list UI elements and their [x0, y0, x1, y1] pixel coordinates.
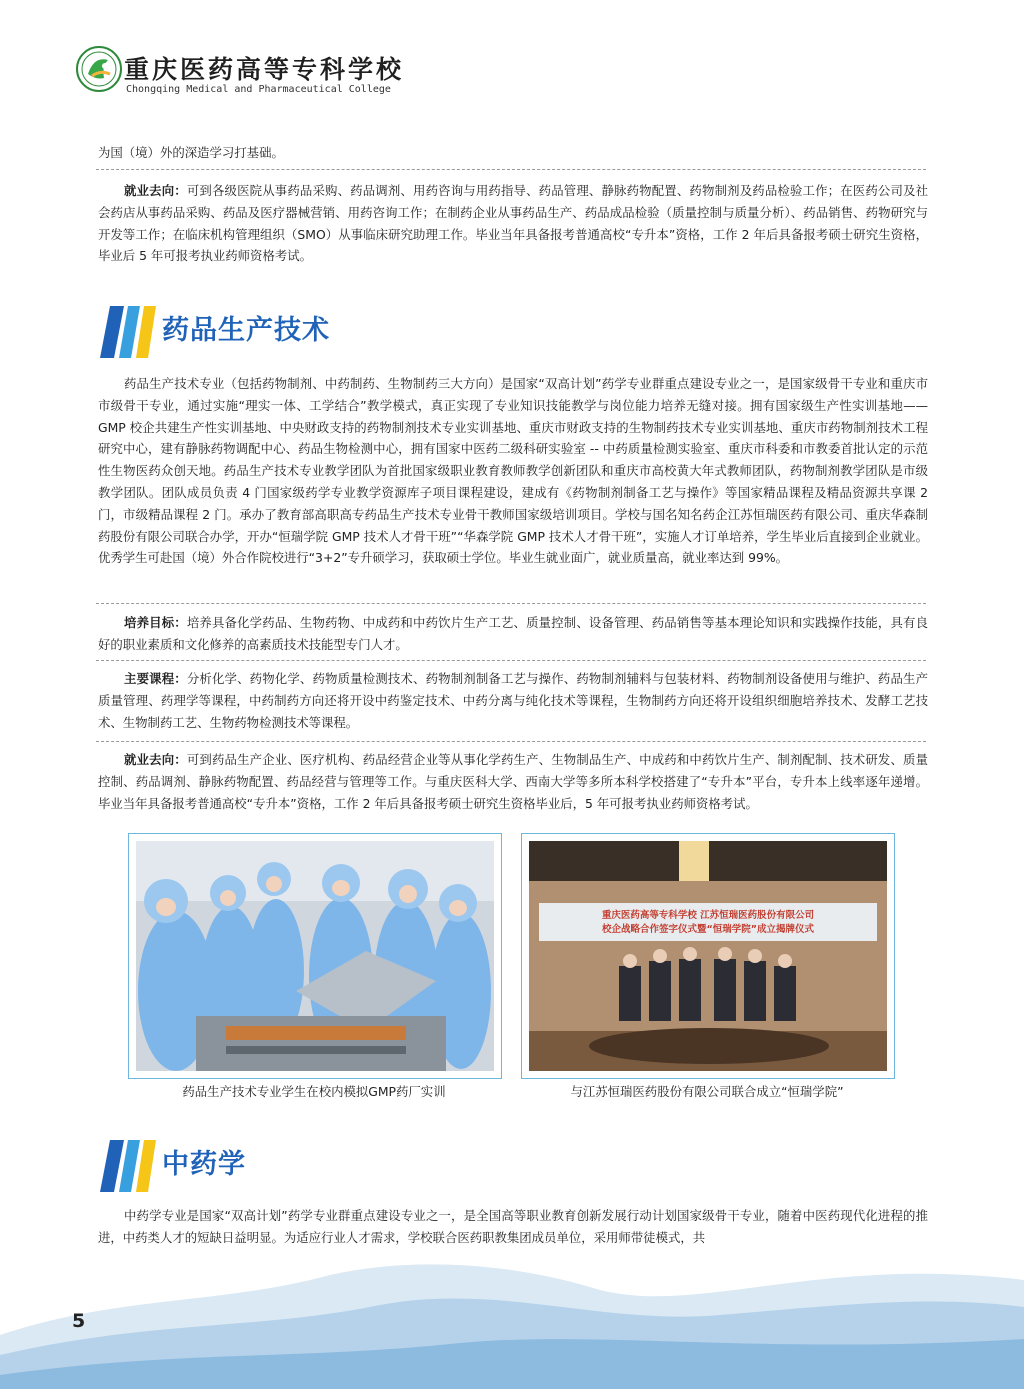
photo-frame-gmp-training: [128, 833, 502, 1079]
photo-frame-hengrui-ceremony: [521, 833, 895, 1079]
divider: [96, 169, 926, 170]
section-title-tcm: [100, 1136, 500, 1196]
section-marker-icon: [100, 302, 160, 362]
page-number: 5: [72, 1310, 86, 1332]
mountain-decoration: [0, 1235, 1024, 1389]
banner-line-1: 重庆医药高等专科学校 江苏恒瑞医药股份有限公司: [601, 910, 815, 921]
prev-tail-line: 为国（境）外的深造学习打基础。: [98, 145, 284, 160]
courses-label: 主要课程：: [124, 671, 187, 686]
production-employment-paragraph: [98, 749, 928, 814]
photo1-caption: 药品生产技术专业学生在校内模拟GMP药厂实训: [182, 1084, 446, 1099]
header: [74, 44, 474, 104]
employment-text: 可到药品生产企业、医疗机构、药品经营企业等从事化学药生产、生物制品生产、中成药和中药饮片生产、制剂配制、技术研发、质量控制、药品调剂、静脉药物配置、药品经营与管理等工作。与重庆医科大学、西南大学等多所本科学校搭建了“专升本”平台，专升本上线率逐年递增。毕业当年具备报考普通高校“专升本”资格，工作 2 年后具备报考硕士研究生资格毕业后，5 年可报考执业药师资格考试。: [98, 752, 929, 811]
school-logo-icon: [74, 44, 124, 94]
prev-employment-paragraph: [98, 180, 928, 267]
banner-line-2: 校企战略合作签字仪式暨“恒瑞学院”成立揭牌仪式: [602, 924, 814, 935]
employment-label: 就业去向：: [124, 752, 187, 767]
production-courses-paragraph: [98, 668, 928, 733]
divider: [96, 660, 926, 661]
production-intro: 药品生产技术专业（包括药物制剂、中药制药、生物制药三大方向）是国家“双高计划”药学专业群重点建设专业之一，是国家级骨干专业和重庆市市级骨干专业，通过实施“理实一体、工学结合”教学模式，真正实现了专业知识技能教学与岗位能力培养无缝对接。拥有国家级生产性实训基地——GMP 校企共建生产性实训基地、中央财政支持的药物制剂技术专业实训基地、重庆市财政支持的生物制药技术专业实训基地、重庆市药物制剂技术工程研究中心，建有静脉药物调配中心、药品生物检测中心，拥有国家中医药二级科研实验室 -- 中药质量检测实验室、重庆市科委和市教委首批认定的示范性生物医药众创天地。药品生产技术专业教学团队为首批国家级职业教育教师教学创新团队和重庆市高校黄大年式教师团队，药物制剂教学团队是市级教学团队。团队成员负责 4 门国家级药学专业教学资源库子项目课程建设，建成有《药物制剂制备工艺与操作》等国家精品课程及精品资源共享课 2 门，市级精品课程 2 门。承办了教育部高职高专药品生产技术专业骨干教师国家级培训项目。学校与国名知名药企江苏恒瑞医药有限公司、重庆华森制药股份有限公司联合办学，开办“恒瑞学院 GMP 技术人才骨干班”“华森学院 GMP 技术人才骨干班”，实施人才订单培养，学生毕业后直接到企业就业。优秀学生可赴国（境）外合作院校进行“3+2”专升硕学习，获取硕士学位。毕业生就业面广，就业质量高，就业率达到 99%。: [98, 376, 928, 566]
school-name-cn: 重庆医药高等专科学校: [124, 55, 405, 84]
prev-employment-text: 可到各级医院从事药品采购、药品调剂、用药咨询与用药指导、药品管理、静脉药物配置、药物制剂及药品检验工作；在医药公司及社会药店从事药品采购、药品及医疗器械营销、用药咨询工作；在制药企业从事药品生产、药品成品检验（质量控制与质量分析）、药品销售、药物研究与开发等工作；在临床机构管理组织（SMO）从事临床研究助理工作。毕业当年具备报考普通高校“专升本”资格，工作 2 年后具备报考硕士研究生资格，毕业后 5 年可报考执业药师资格考试。: [98, 183, 929, 264]
goal-text: 培养具备化学药品、生物药物、中成药和中药饮片生产工艺、质量控制、设备管理、药品销售等基本理论知识和实践操作技能，具有良好的职业素质和文化修养的高素质技术技能型专门人才。: [98, 615, 929, 652]
divider: [96, 603, 926, 604]
tcm-intro: 中药学专业是国家“双高计划”药学专业群重点建设专业之一，是全国高等职业教育创新发展行动计划国家级骨干专业，随着中医药现代化进程的推进，中药类人才的短缺日益明显。为适应行业人才需求，学校联合医药职教集团成员单位，采用师带徒模式，共: [98, 1208, 928, 1245]
courses-text: 分析化学、药物化学、药物质量检测技术、药物制剂制备工艺与操作、药物制剂辅料与包装材料、药物制剂设备使用与维护、药品生产质量管理、药理学等课程，中药制药方向还将开设中药鉴定技术、中药分离与纯化技术等课程，生物制药方向还将开设组织细胞培养技术、发酵工艺技术、生物制药工艺、生物药物检测技术等课程。: [98, 671, 929, 730]
section-title-production: [100, 302, 500, 362]
goal-label: 培养目标：: [124, 615, 187, 630]
production-goal-paragraph: [98, 612, 928, 656]
photo2-caption: 与江苏恒瑞医药股份有限公司联合成立“恒瑞学院”: [570, 1084, 844, 1099]
divider: [96, 741, 926, 742]
photo-hengrui-ceremony: [529, 841, 887, 1071]
prev-employment-label: 就业去向：: [124, 183, 187, 198]
school-name-en: Chongqing Medical and Pharmaceutical College: [126, 84, 391, 95]
section-marker-icon: [100, 1136, 160, 1196]
section-title-text: 药品生产技术: [162, 315, 330, 346]
section-title-text: 中药学: [162, 1149, 246, 1180]
photo-gmp-training: [136, 841, 494, 1071]
